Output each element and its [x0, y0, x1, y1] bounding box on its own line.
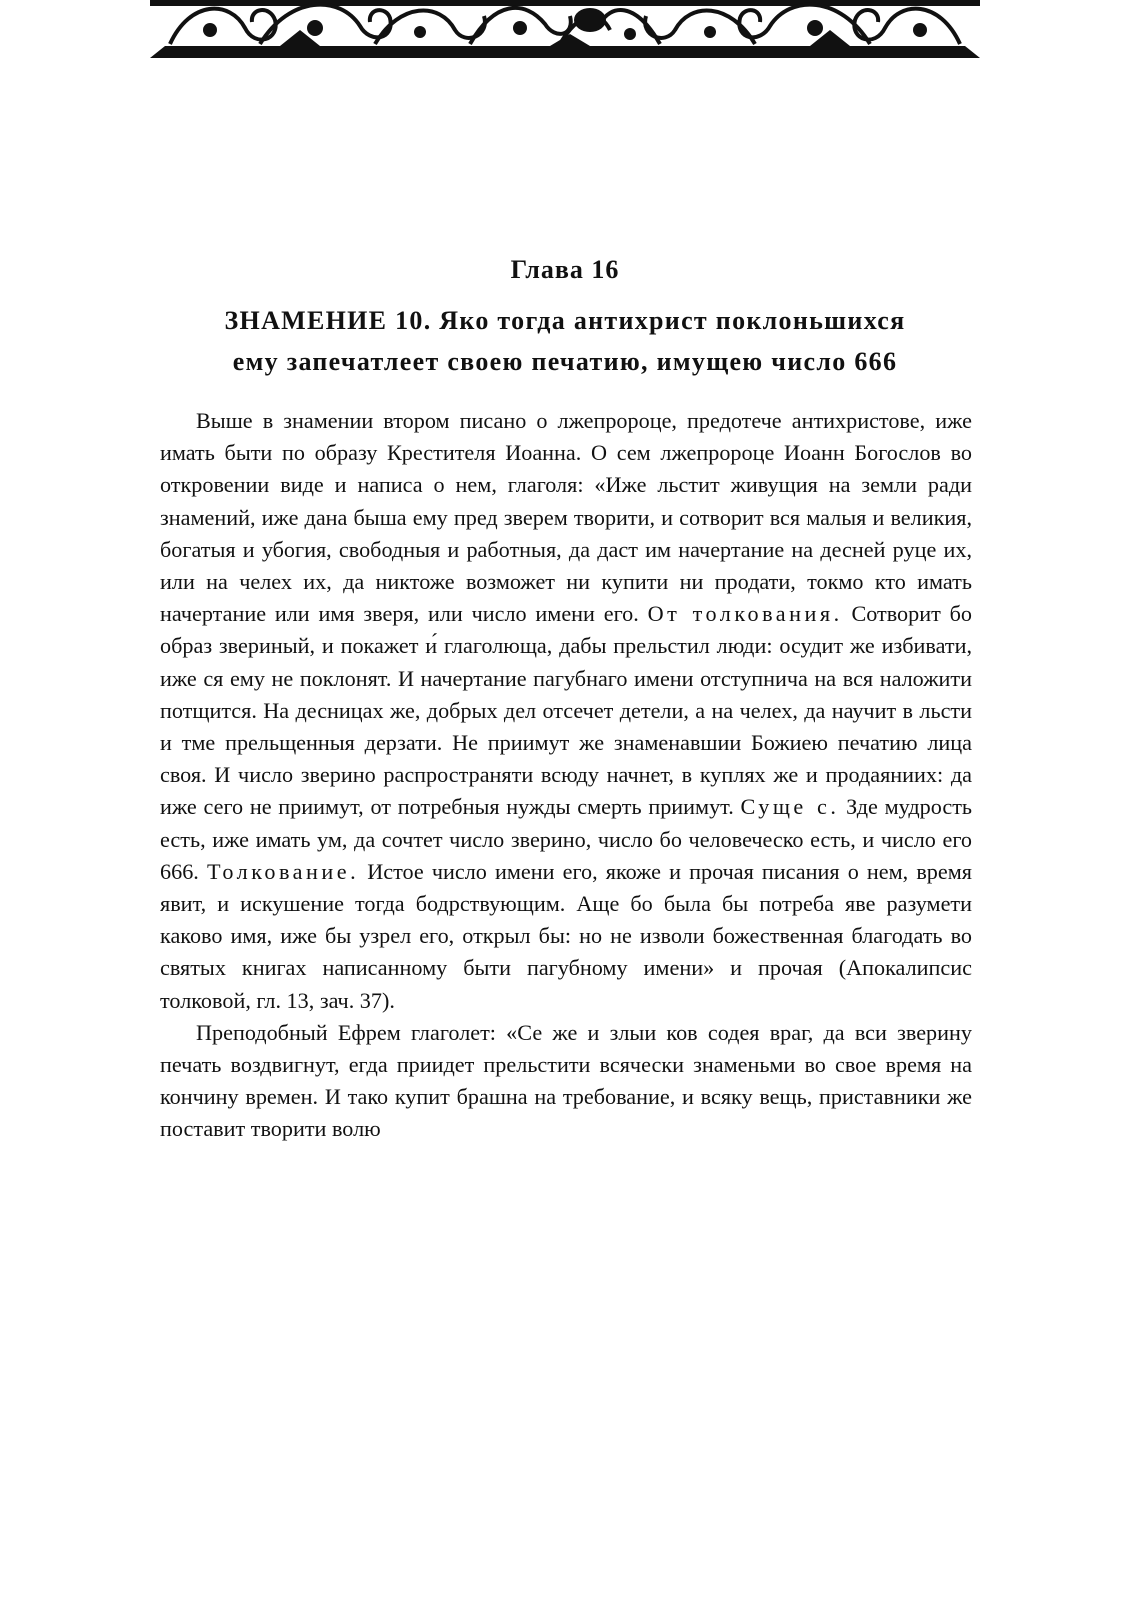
ornament-header [150, 0, 980, 62]
chapter-title-line-2: ему запечатлеет своею печатию, имущею число 666 [232, 347, 898, 376]
paragraph-1-part-3: Зде мудрость есть, иже имать ум, да сочтет число зверино, число бо человеческо есть, и число его 666. [160, 794, 973, 884]
paragraph-1 [160, 405, 972, 1017]
body-text [160, 405, 972, 1146]
ornamental-vine-band-icon [150, 0, 980, 58]
source-label-text: Суще с. [740, 794, 840, 820]
chapter-label: Глава 16 [510, 255, 620, 284]
source-label-interpretation: От толкования. [647, 601, 843, 627]
paragraph-1-part-2: Сотворит бо образ звериный, и покажет и́ глаголюща, дабы прельстил люди: осудит же избивати, иже ся ему не поклонят. И начертание пагубнаго имени отступнича на вся наложити потщится. На десницах же, добрых дел отсечет детели, а на челех, да научит в льсти и тме прельщенныя дерзати. Не приимут же знаменавшии Божиею печатию лица своя. И число зверино распространяти всюду начнет, в куплях же и продаяниих: да иже сего не приимут, от потребныя нужды смерть приимут. [160, 601, 972, 820]
paragraph-2: Преподобный Ефрем глаголет: «Се же и злыи ков содея враг, да вси зверину печать воздвигнут, егда приидет прельстити всячески знаменьми во свое время на кончину времен. И тако купит брашна на требование, и всяку вещь, приставники же поставит творити волю [160, 1019, 972, 1142]
chapter-title-line-1: ЗНАМЕНИЕ 10. Яко тогда антихрист поклоньшихся [224, 306, 906, 335]
paragraph-1-part-4: Истое число имени его, якоже и прочая писания о нем, время явит, и искушение тогда бодрствующим. Аще бо была бы потреба яве разумети каково имя, иже бы узрел его, открыл бы: но не изволи божественная благодать во святых книгах написанному быти пагубному имени» и прочая (Апокалипсис толковой, гл. 13, зач. 37). [160, 858, 972, 1013]
chapter-title [150, 300, 980, 382]
paragraph-1-part-1: Выше в знамении втором писано о лжепророце, предотече антихристове, иже имать быти по образу Крестителя Иоанна. О сем лжепророце Иоанн Богослов во откровении виде и написа о нем, глаголя: «Иже льстит живущия на земли ради знамений, иже дана быша ему пред зверем творити, и сотворит вся малыя и великия, богатыя и убогия, свободныя и работныя, да даст им начертание на десней руце их, или на челех их, да никтоже возможет ни купити ни продати, токмо кто имать начертание или имя зверя, или число имени его. [160, 408, 972, 627]
source-label-commentary: Толкование. [206, 858, 360, 884]
